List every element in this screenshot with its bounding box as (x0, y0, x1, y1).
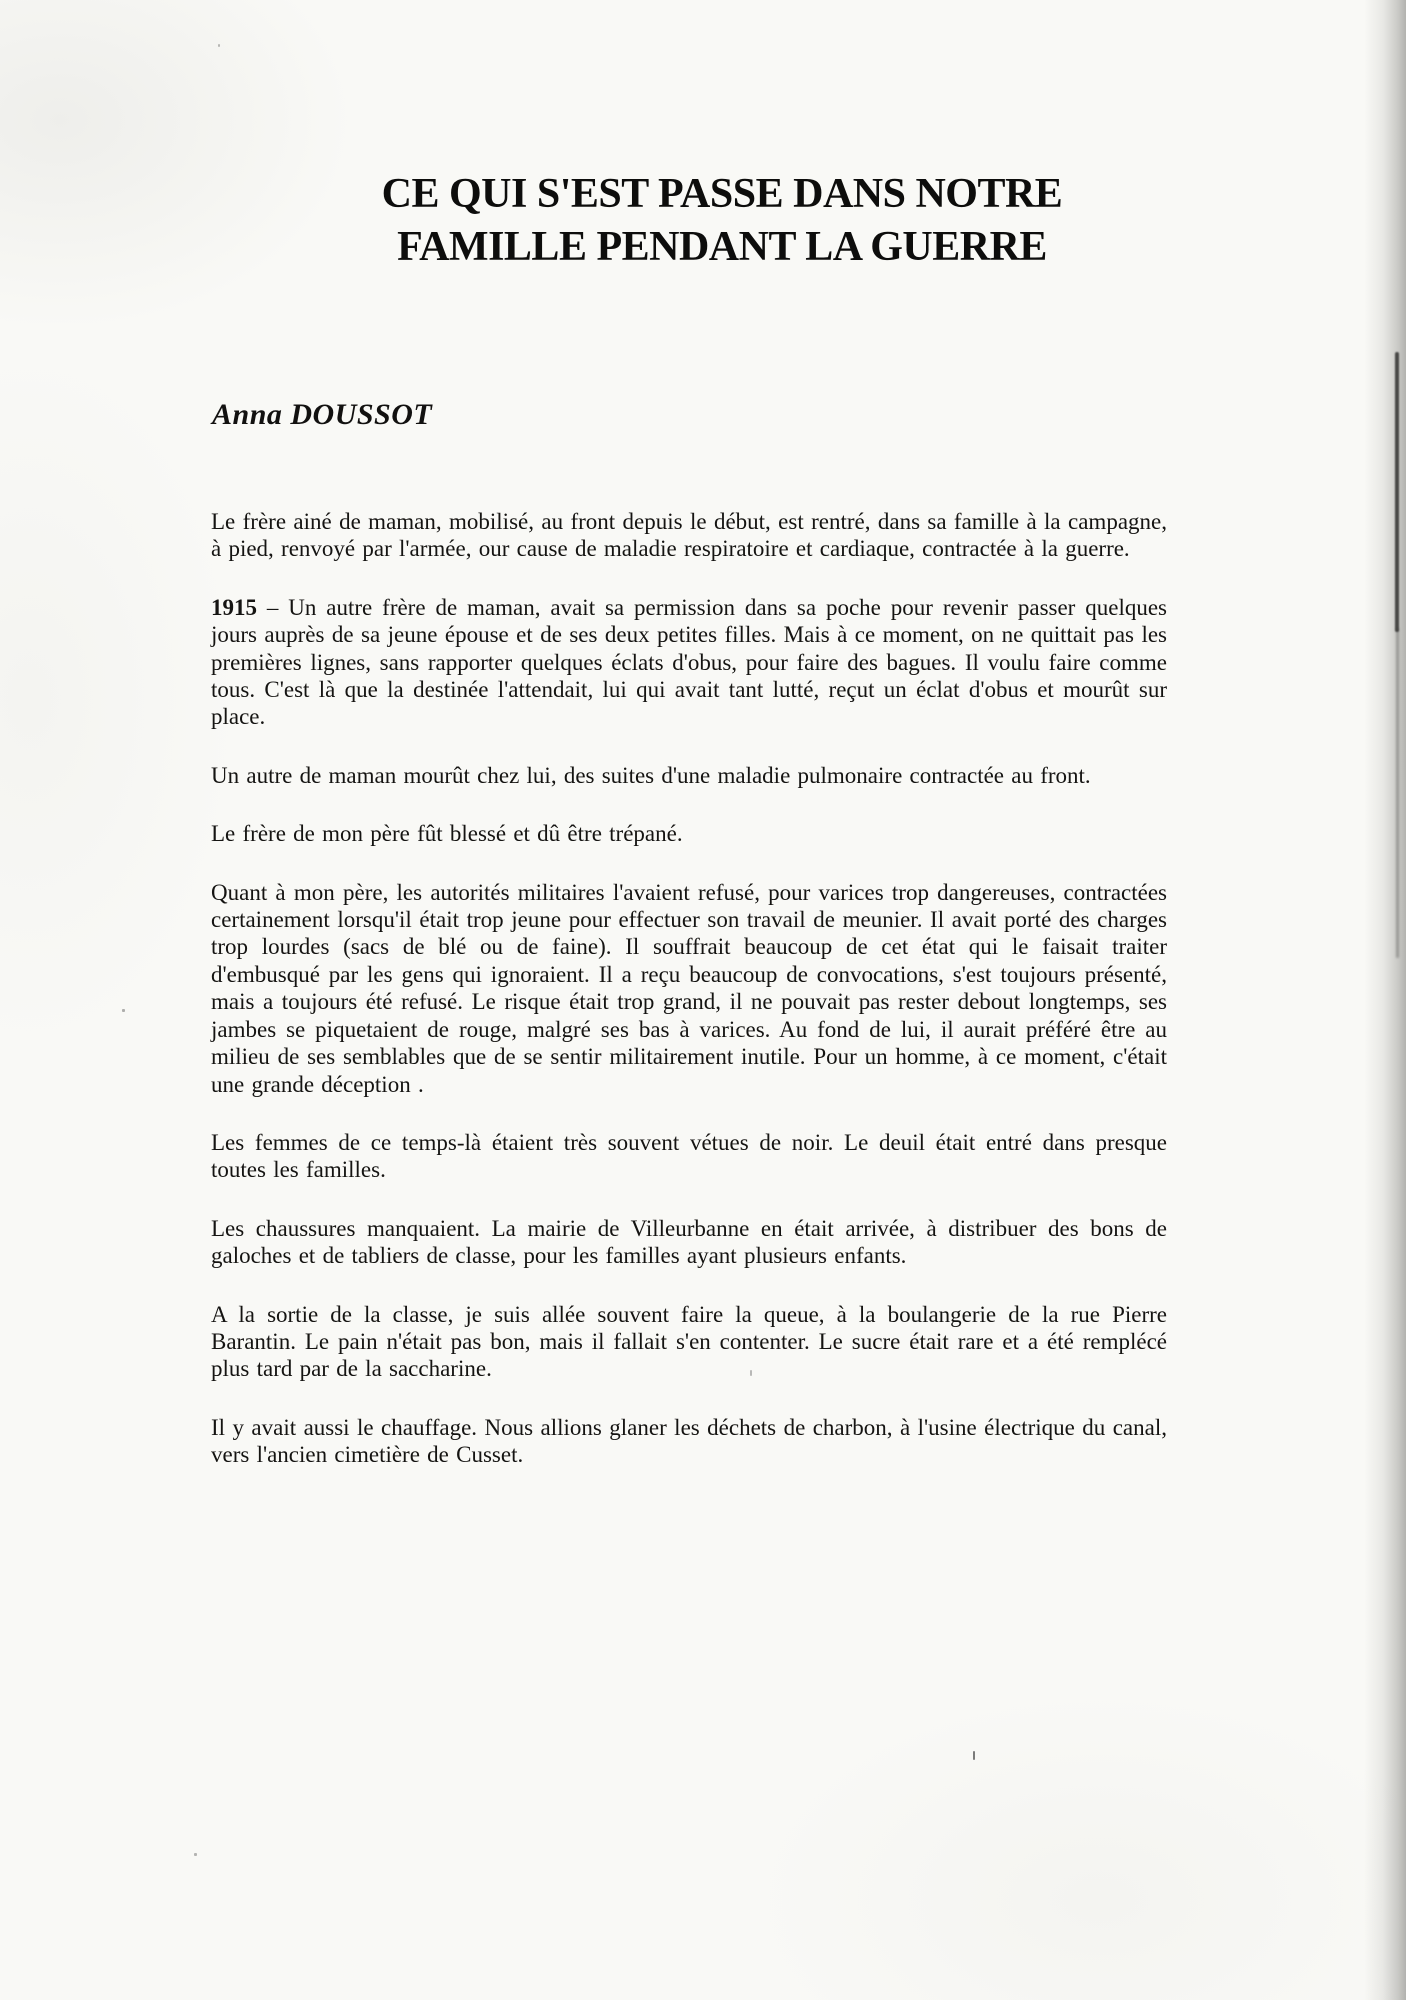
paragraph-3: Un autre de maman mourût chez lui, des suites d'une maladie pulmonaire contractée au front. (211, 762, 1091, 788)
scan-edge-artifact-line-faint (1396, 628, 1399, 958)
document-author: Anna DOUSSOT (212, 398, 433, 431)
scan-speck (218, 44, 220, 47)
scan-edge-artifact-line (1395, 352, 1399, 632)
paragraph-2 (211, 594, 1167, 731)
paragraph-1: Le frère ainé de maman, mobilisé, au front depuis le début, est rentré, dans sa famille à la campagne, à pied, renvoyé par l'armée, our cause de maladie respiratoire et cardiaque, contractée à la guerre. (211, 509, 1167, 562)
paragraph-9: Il y avait aussi le chauffage. Nous allions glaner les déchets de charbon, à l'usine électrique du canal, vers l'ancien cimetière de Cusset. (211, 1414, 1167, 1468)
document-title-line-1: CE QUI S'EST PASSE DANS NOTRE (381, 171, 1063, 217)
scan-speck (194, 1853, 197, 1856)
document-title (322, 168, 1122, 274)
scan-speck (750, 1370, 752, 1376)
paragraph-2-year-lead: 1915 (211, 594, 257, 620)
paragraph-6: Les femmes de ce temps-là étaient très souvent vétues de noir. Le deuil était entré dans presque toutes les familles. (211, 1129, 1167, 1183)
paragraph-8: A la sortie de la classe, je suis allée souvent faire la queue, à la boulangerie de la rue Pierre Barantin. Le pain n'était pas bon, mais il fallait s'en contenter. Le sucre était rare et a été remplécé plus tard par de la saccharine. (211, 1301, 1167, 1382)
paragraph-2-text: – Un autre frère de maman, avait sa permission dans sa poche pour revenir passer quelques jours auprès de sa jeune épouse et de ses deux petites filles. Mais à ce moment, on ne quittait pas les premières lignes, sans rapporter quelques éclats d'obus, pour faire des bagues. Il voulu faire comme tous. C'est là que la destinée l'attendait, lui qui avait tant lutté, reçut un éclat d'obus et mourût sur place. (211, 594, 1167, 730)
scan-speck (973, 1751, 975, 1760)
scan-speck (122, 1009, 125, 1012)
document-title-line-2: FAMILLE PENDANT LA GUERRE (397, 224, 1047, 270)
document-body (211, 508, 1167, 1500)
scan-edge-shadow (1364, 0, 1406, 2000)
paragraph-5: Quant à mon père, les autorités militaires l'avaient refusé, pour varices trop dangereuses, contractées certainement lorsqu'il était trop jeune pour effectuer son travail de meunier. Il avait porté des charges trop lourdes (sacs de blé ou de faine). Il souffrait beaucoup de cet état qui le faisait traiter d'embusqué par les gens qui ignoraient. Il a reçu beaucoup de convocations, s'est toujours présenté, mais a toujours été refusé. Le risque était trop grand, il ne pouvait pas rester debout longtemps, ses jambes se piquetaient de rouge, malgré ses bas à varices. Au fond de lui, il aurait préféré être au milieu de ses semblables que de se sentir militairement inutile. Pour un homme, à ce moment, c'était une grande déception . (211, 879, 1167, 1097)
paragraph-4: Le frère de mon père fût blessé et dû être trépané. (211, 821, 683, 847)
paragraph-7: Les chaussures manquaient. La mairie de Villeurbanne en était arrivée, à distribuer des bons de galoches et de tabliers de classe, pour les familles ayant plusieurs enfants. (211, 1215, 1167, 1269)
